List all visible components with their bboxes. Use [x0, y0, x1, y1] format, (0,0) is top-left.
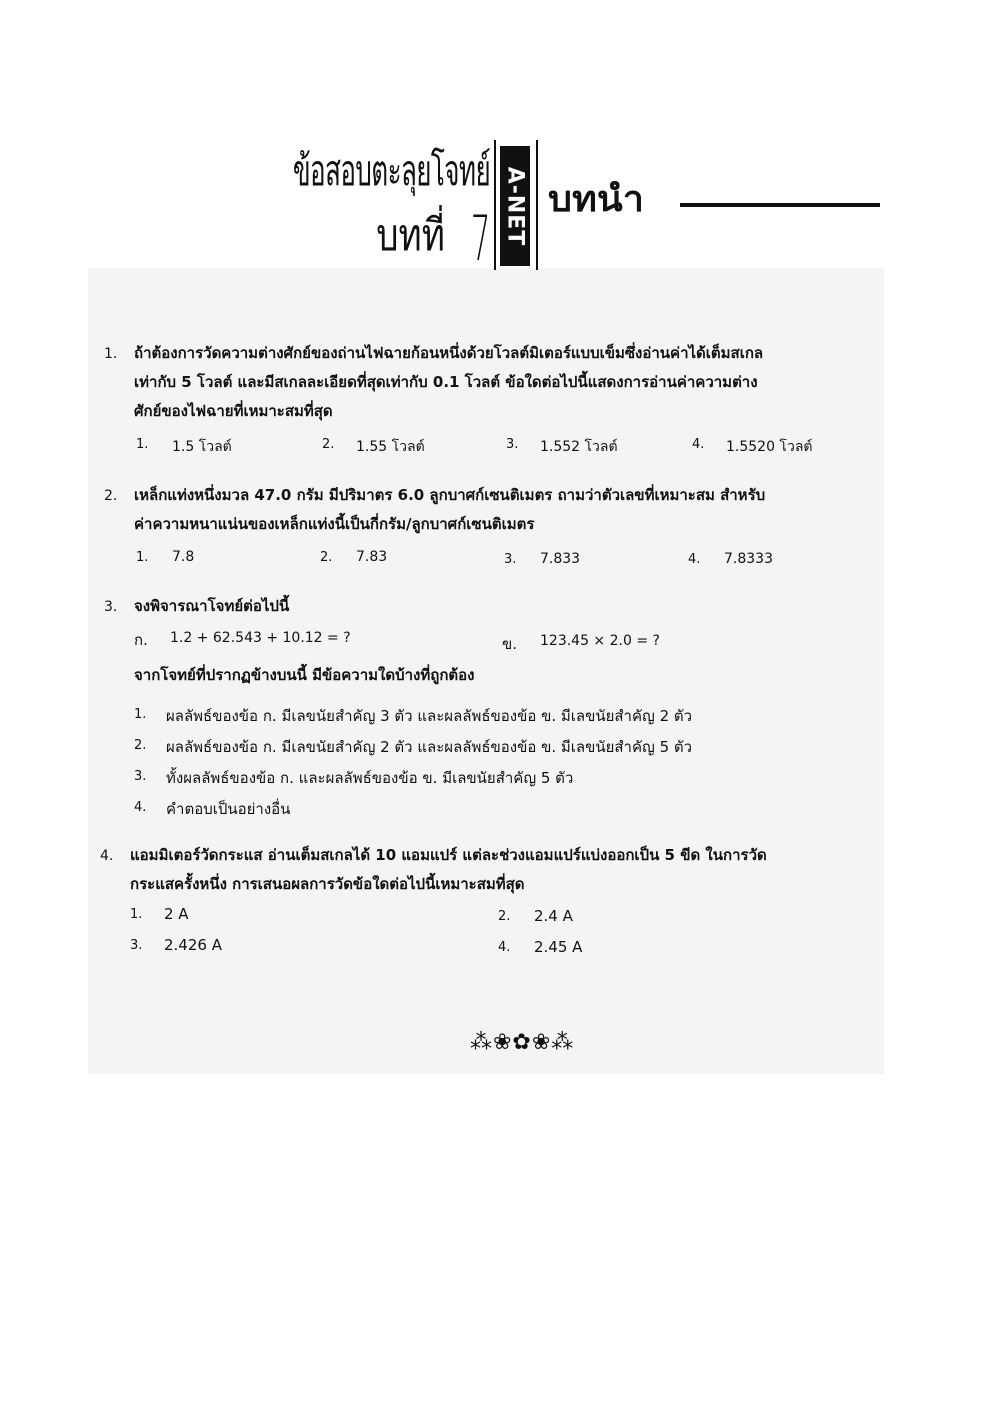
question-3-number: 3. [104, 599, 118, 615]
question-2-line-1: เหล็กแท่งหนึ่งมวล 47.0 กรัม มีปริมาตร 6.0 ลูกบาศก์เซนติเมตร ถามว่าตัวเลขที่เหมาะสม สำหรับ [134, 486, 766, 504]
flower-divider-icon: ⁂❀✿❀⁂ [470, 1030, 575, 1055]
section-title: บทนำ [548, 179, 644, 220]
book-title: ข้อสอบตะลุยโจทย์ [292, 146, 490, 195]
q3-option-1-text: ผลลัพธ์ของข้อ ก. มีเลขนัยสำคัญ 3 ตัว และผลลัพธ์ของข้อ ข. มีเลขนัยสำคัญ 2 ตัว [166, 707, 693, 725]
header-divider-left [494, 140, 496, 270]
q4-option-1-text: 2 A [164, 905, 189, 923]
q1-option-1-number: 1. [136, 437, 149, 452]
question-1-text [134, 339, 874, 426]
question-1-line-2: เท่ากับ 5 โวลต์ และมีสเกลละเอียดที่สุดเท่ากับ 0.1 โวลต์ ข้อใดต่อไปนี้แสดงการอ่านค่าความต่าง [134, 373, 758, 391]
question-2-number: 2. [104, 488, 118, 504]
question-4-line-2: กระแสครั้งหนึ่ง การเสนอผลการวัดข้อใดต่อไปนี้เหมาะสมที่สุด [130, 875, 525, 893]
q4-option-1-number: 1. [130, 907, 143, 922]
q3-sub-a-label: ก. [134, 631, 148, 649]
question-3-prompt: จากโจทย์ที่ปรากฏข้างบนนี้ มีข้อความใดบ้างที่ถูกต้อง [134, 666, 475, 684]
q4-option-3-number: 3. [130, 938, 143, 953]
q1-option-3-number: 3. [506, 437, 519, 452]
question-3-text [134, 592, 874, 621]
question-1-line-1: ถ้าต้องการวัดความต่างศักย์ของถ่านไฟฉายก้อนหนึ่งด้วยโวลต์มิเตอร์แบบเข็มซึ่งอ่านค่าได้เต็มสเกล [134, 344, 764, 362]
header-divider-right [536, 140, 538, 270]
q3-sub-b-expr: 123.45 × 2.0 = ? [540, 633, 660, 649]
q3-option-3-text: ทั้งผลลัพธ์ของข้อ ก. และผลลัพธ์ของข้อ ข. มีเลขนัยสำคัญ 5 ตัว [166, 769, 574, 787]
q2-option-4-text: 7.8333 [724, 551, 773, 567]
q3-option-2-text: ผลลัพธ์ของข้อ ก. มีเลขนัยสำคัญ 2 ตัว และผลลัพธ์ของข้อ ข. มีเลขนัยสำคัญ 5 ตัว [166, 738, 693, 756]
q4-option-3-text: 2.426 A [164, 936, 222, 954]
header-title-block [272, 138, 490, 278]
anet-badge [500, 146, 530, 266]
q2-option-1-text: 7.8 [172, 549, 195, 565]
q1-option-2-text: 1.55 โวลต์ [356, 439, 425, 455]
question-4-number: 4. [100, 848, 114, 864]
anet-badge-text: A-NET [502, 166, 528, 246]
q1-option-3-text: 1.552 โวลต์ [540, 439, 618, 455]
q2-option-2-number: 2. [320, 550, 333, 565]
q3-sub-b-label: ข. [502, 635, 518, 653]
q4-option-2-text: 2.4 A [534, 907, 573, 925]
q3-option-2-number: 2. [134, 738, 147, 753]
q2-option-4-number: 4. [688, 552, 701, 567]
question-1-number: 1. [104, 346, 118, 362]
q1-option-1-text: 1.5 โวลต์ [172, 439, 232, 455]
q2-option-3-text: 7.833 [540, 551, 581, 567]
q1-option-4-text: 1.5520 โวลต์ [726, 439, 813, 455]
question-3-line-1: จงพิจารณาโจทย์ต่อไปนี้ [134, 597, 290, 615]
chapter-label: บทที่ [375, 210, 445, 261]
q3-option-3-number: 3. [134, 769, 147, 784]
q1-option-4-number: 4. [692, 437, 705, 452]
q2-option-1-number: 1. [136, 550, 149, 565]
question-2-text [134, 481, 874, 539]
question-4-text [130, 841, 870, 899]
q4-option-2-number: 2. [498, 909, 511, 924]
q3-option-4-number: 4. [134, 800, 147, 815]
q2-option-3-number: 3. [504, 552, 517, 567]
chapter-heading [359, 200, 490, 275]
q1-option-2-number: 2. [322, 437, 335, 452]
q3-sub-a-expr: 1.2 + 62.543 + 10.12 = ? [170, 630, 351, 646]
section-title-rule [680, 203, 880, 207]
question-4-line-1: แอมมิเตอร์วัดกระแส อ่านเต็มสเกลได้ 10 แอมแปร์ แต่ละช่วงแอมแปร์แบ่งออกเป็น 5 ขีด ในการวัด [130, 846, 767, 864]
q4-option-4-number: 4. [498, 940, 511, 955]
chapter-number: 7 [470, 202, 490, 275]
question-2-line-2: ค่าความหนาแน่นของเหล็กแท่งนี้เป็นกี่กรัม/ลูกบาศก์เซนติเมตร [134, 515, 535, 533]
q3-option-1-number: 1. [134, 707, 147, 722]
q4-option-4-text: 2.45 A [534, 938, 583, 956]
q2-option-2-text: 7.83 [356, 549, 388, 565]
question-1-line-3: ศักย์ของไฟฉายที่เหมาะสมที่สุด [134, 402, 333, 420]
q3-option-4-text: คำตอบเป็นอย่างอื่น [166, 800, 291, 818]
